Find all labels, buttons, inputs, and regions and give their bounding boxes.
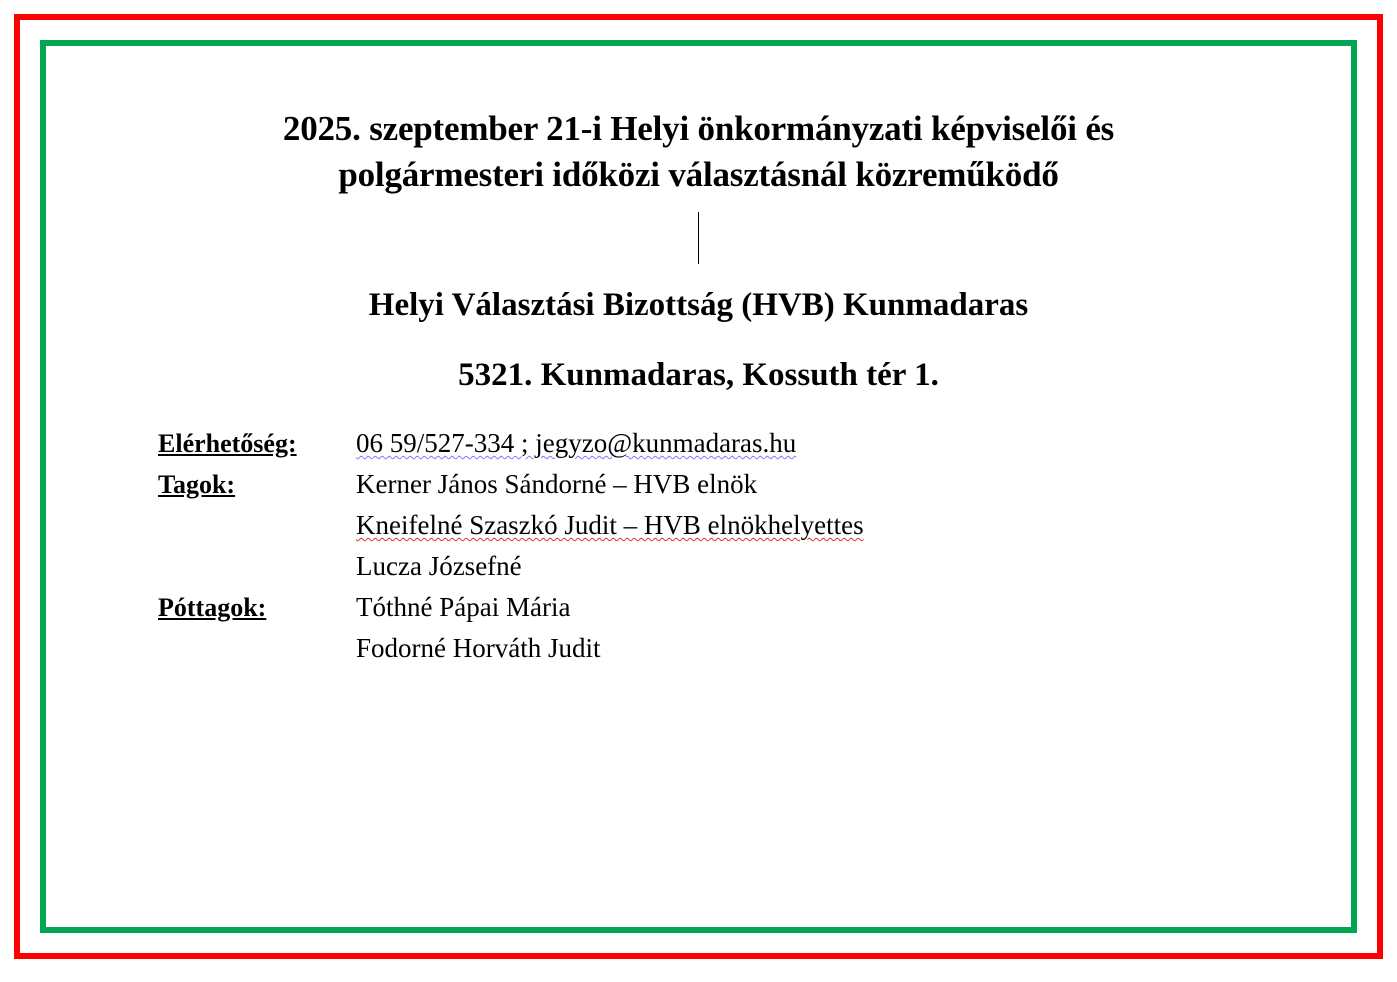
detail-row bbox=[108, 430, 1289, 457]
details-list bbox=[108, 430, 1289, 662]
page-title-line-1: 2025. szeptember 21-i Helyi önkormányzati képviselői és bbox=[282, 109, 1115, 148]
detail-row bbox=[108, 471, 1289, 498]
detail-value-member-2 bbox=[356, 512, 1289, 539]
page-title bbox=[109, 106, 1289, 198]
detail-value-contact bbox=[356, 430, 1289, 457]
detail-value-member-1: Kerner János Sándorné – HVB elnök bbox=[356, 469, 758, 500]
detail-value-member-3: Lucza Józsefné bbox=[356, 551, 522, 582]
detail-value-substitute-1: Tóthné Pápai Mária bbox=[356, 592, 571, 623]
detail-row bbox=[108, 553, 1289, 580]
detail-row bbox=[108, 594, 1289, 621]
committee-name: Helyi Választási Bizottság (HVB) Kunmadaras bbox=[368, 287, 1029, 324]
page-title-line-2: polgármesteri időközi választásnál közreműködő bbox=[338, 155, 1059, 195]
detail-label-substitutes: Póttagok: bbox=[158, 593, 267, 623]
detail-label-contact: Elérhetőség: bbox=[158, 429, 297, 459]
detail-row bbox=[108, 635, 1289, 662]
page-border-inner bbox=[40, 40, 1357, 933]
committee-address: 5321. Kunmadaras, Kossuth tér 1. bbox=[458, 357, 939, 394]
page-border-outer bbox=[14, 14, 1383, 959]
text-cursor-caret bbox=[698, 212, 699, 264]
detail-label-members: Tagok: bbox=[158, 470, 236, 500]
contact-phone-email: 06 59/527-334 ; jegyzo@kunmadaras.hu bbox=[356, 428, 797, 459]
detail-value-substitute-2: Fodorné Horváth Judit bbox=[356, 633, 601, 664]
detail-row bbox=[108, 512, 1289, 539]
member-2-name: Kneifelné Szaszkó Judit – HVB elnökhelyettes bbox=[356, 510, 864, 541]
document-body bbox=[46, 46, 1351, 927]
